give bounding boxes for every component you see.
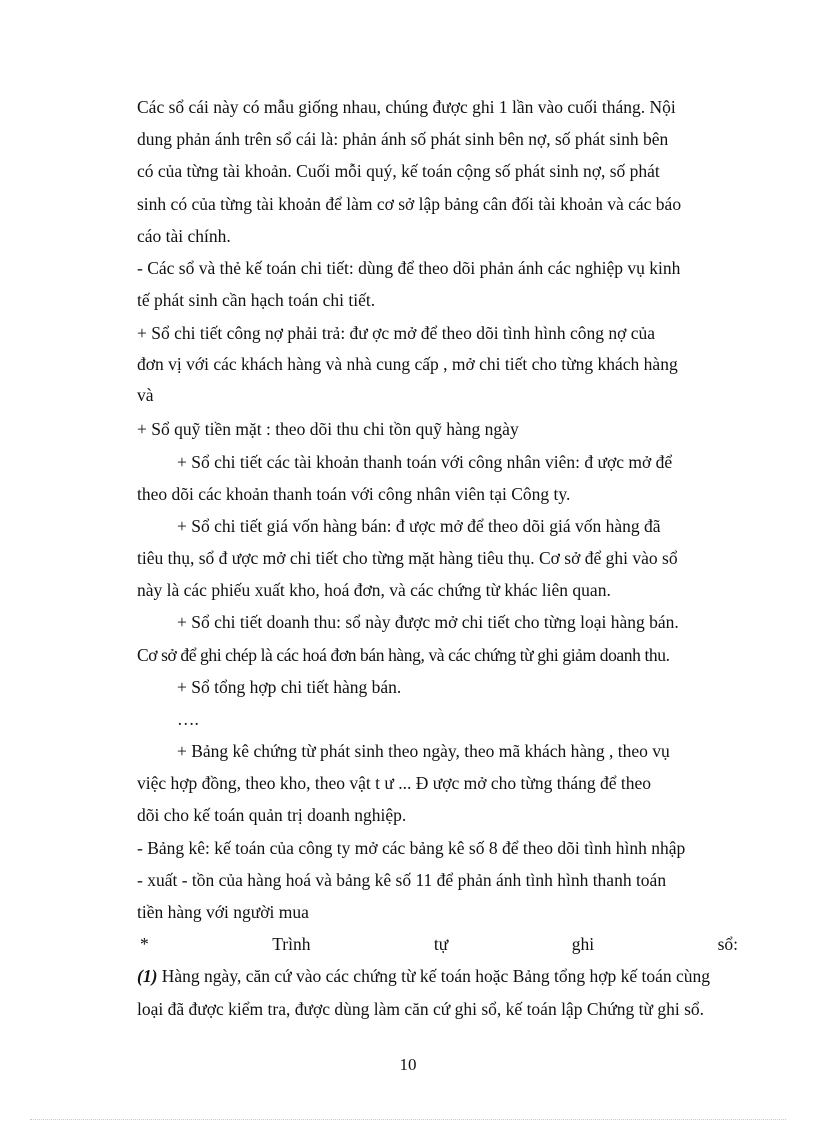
body-line: Cơ sở để ghi chép là các hoá đơn bán hàng, và các chứng từ ghi giảm doanh thu.	[137, 645, 670, 665]
step-label: (1)	[137, 966, 158, 986]
body-line: - xuất - tồn của hàng hoá và bảng kê số 11 để phản ánh tình hình thanh toán	[137, 870, 667, 890]
body-line: tế phát sinh cần hạch toán chi tiết.	[137, 290, 376, 310]
body-line: + Sổ quỹ tiền mặt : theo dõi thu chi tồn quỹ hàng ngày	[137, 419, 519, 439]
body-line: này là các phiếu xuất kho, hoá đơn, và các chứng từ khác liên quan.	[137, 580, 611, 600]
step-text: Hàng ngày, căn cứ vào các chứng từ kế toán hoặc Bảng tổng hợp kế toán cùng	[157, 966, 711, 986]
step-line	[137, 965, 710, 987]
body-line: việc hợp đồng, theo kho, theo vật t ư ... Đ ược mở cho từng tháng để theo	[137, 773, 652, 793]
body-line: + Sổ chi tiết doanh thu: sổ này được mở chi tiết cho từng loại hàng bán.	[177, 612, 679, 632]
body-line: ….	[177, 709, 199, 729]
body-line: theo dõi các khoản thanh toán với công nhân viên tại Công ty.	[137, 484, 571, 504]
page-number: 10	[399, 1055, 417, 1074]
heading-word: ghi	[571, 934, 595, 954]
heading-word: sổ:	[717, 934, 738, 954]
body-line: Các sổ cái này có mẫu giống nhau, chúng được ghi 1 lần vào cuối tháng. Nội	[137, 97, 676, 117]
heading-word: *	[140, 934, 149, 954]
footer-divider	[30, 1119, 786, 1120]
body-line: + Bảng kê chứng từ phát sinh theo ngày, theo mã khách hàng , theo vụ	[177, 741, 670, 761]
body-line: và	[137, 385, 154, 405]
body-line: loại đã được kiểm tra, được dùng làm căn cứ ghi sổ, kế toán lập Chứng từ ghi sổ.	[137, 999, 704, 1019]
body-line: cáo tài chính.	[137, 226, 231, 246]
body-line: tiền hàng với người mua	[137, 902, 309, 922]
body-line: + Sổ tổng hợp chi tiết hàng bán.	[177, 677, 402, 697]
body-line: đơn vị với các khách hàng và nhà cung cấp , mở chi tiết cho từng khách hàng	[137, 354, 678, 374]
body-line: - Các sổ và thẻ kế toán chi tiết: dùng để theo dõi phản ánh các nghiệp vụ kinh	[137, 258, 681, 278]
heading-word: tự	[433, 934, 449, 954]
body-line: + Sổ chi tiết các tài khoản thanh toán với công nhân viên: đ ược mở để	[177, 452, 673, 472]
heading-word: Trình	[272, 934, 311, 954]
body-line: dung phản ánh trên sổ cái là: phản ánh số phát sinh bên nợ, số phát sinh bên	[137, 129, 669, 149]
body-line: tiêu thụ, sổ đ ược mở chi tiết cho từng mặt hàng tiêu thụ. Cơ sở để ghi vào sổ	[137, 548, 678, 568]
body-line: dõi cho kế toán quản trị doanh nghiệp.	[137, 805, 407, 825]
body-line: - Bảng kê: kế toán của công ty mở các bảng kê số 8 để theo dõi tình hình nhập	[137, 838, 686, 858]
body-line: + Sổ chi tiết giá vốn hàng bán: đ ược mở để theo dõi giá vốn hàng đã	[177, 516, 661, 536]
body-line: sinh có của từng tài khoản để làm cơ sở lập bảng cân đối tài khoản và các báo	[137, 194, 682, 214]
section-heading	[140, 933, 738, 955]
body-line: có của từng tài khoản. Cuối mỗi quý, kế toán cộng số phát sinh nợ, số phát	[137, 161, 660, 181]
body-line: + Sổ chi tiết công nợ phải trả: đư ợc mở để theo dõi tình hình công nợ của	[137, 323, 656, 343]
